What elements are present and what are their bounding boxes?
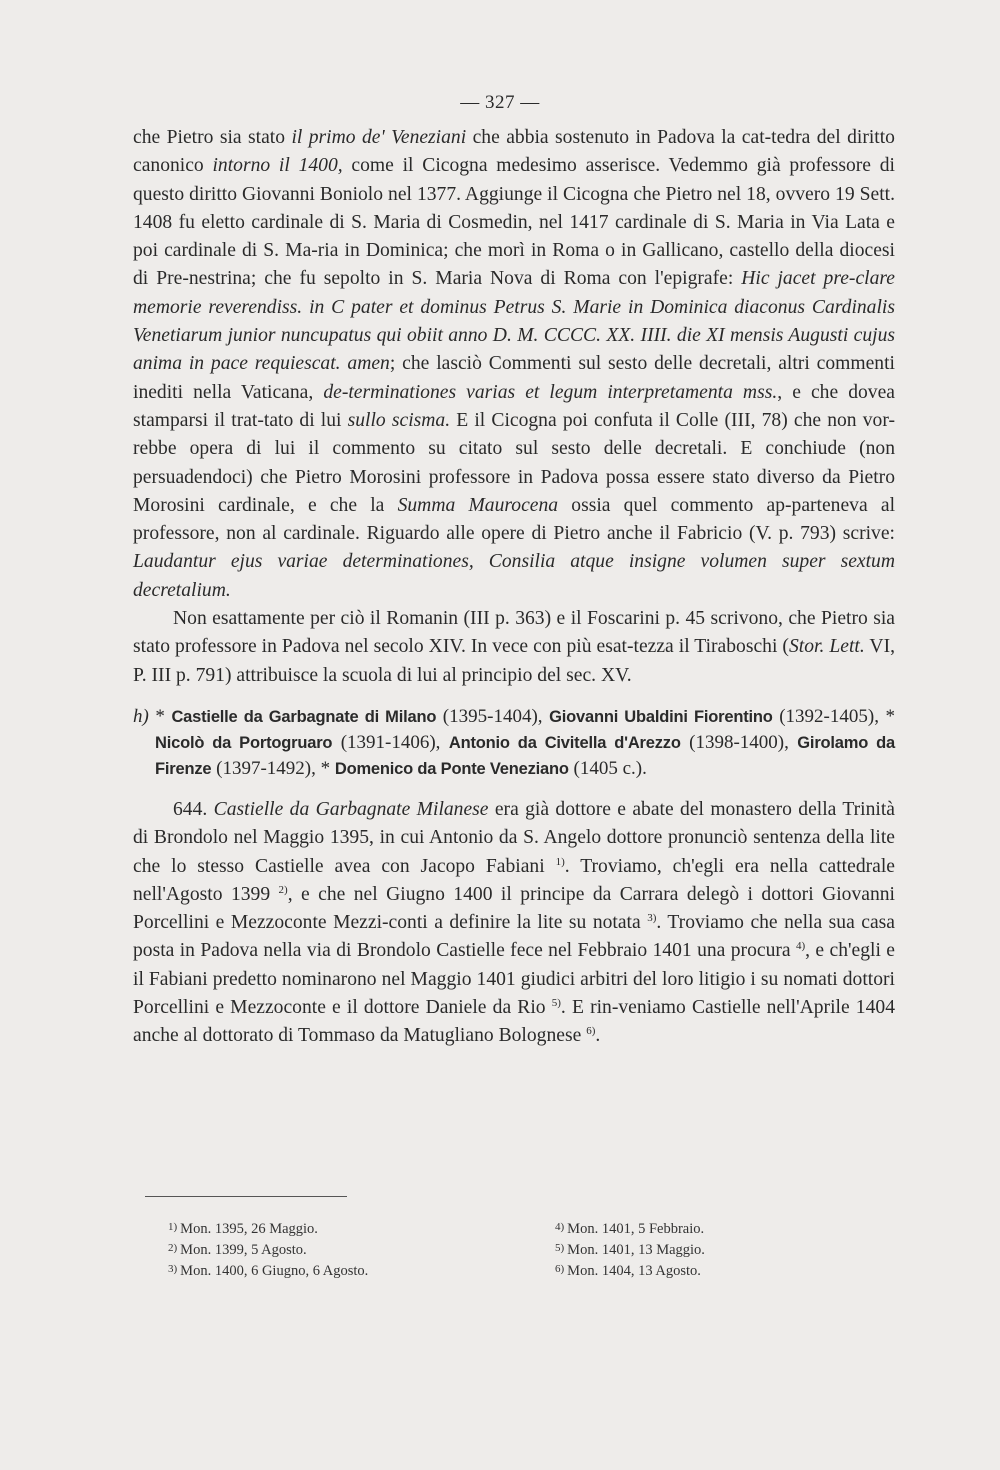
footnote-text: Mon. 1401, 5 Febbraio. xyxy=(567,1221,705,1237)
text-run: . xyxy=(595,1025,601,1047)
bold-name: Nicolò da Portogruaro xyxy=(155,733,333,752)
text-run: . Troviamo che nella sua casa posta in Padova nella via di Brondolo Castielle fece nel Febbraio 1401 una procura xyxy=(133,912,895,962)
italic-run: Summa Maurocena xyxy=(397,494,559,516)
footnote-ref[interactable]: 6) xyxy=(586,1025,596,1038)
date-range: (1405 c.). xyxy=(568,757,647,779)
body-text xyxy=(133,124,895,1051)
text-run: , e ch'egli e il Fabiani predetto nominarono nel Maggio 1401 giudici arbitri del loro litigio i su nomati dottori Porcellini e Mezzoconte e il dottore Daniele da Rio xyxy=(133,940,895,1019)
italic-run: sullo scisma. xyxy=(347,409,451,431)
text-run: , e che dovea stamparsi il trat-tato di lui xyxy=(133,381,895,431)
date-range: (1391-1406), xyxy=(332,731,449,753)
text-run: * xyxy=(148,705,172,727)
footnote-ref[interactable]: 4) xyxy=(795,940,806,953)
section-heading-h xyxy=(133,704,895,782)
paragraph-644 xyxy=(133,796,895,1051)
footnote-divider xyxy=(145,1196,347,1197)
footnote-text: Mon. 1400, 6 Giugno, 6 Agosto. xyxy=(180,1263,369,1279)
section-label: h) xyxy=(133,705,149,727)
bold-name: Castielle da Garbagnate di Milano xyxy=(171,707,437,726)
text-run: VI, P. III p. 791) attribuisce la scuola di lui al principio del sec. XV. xyxy=(133,636,896,686)
footnote-text: Mon. 1404, 13 Agosto. xyxy=(567,1263,701,1279)
italic-run: il primo de' Veneziani xyxy=(291,127,467,148)
date-range: (1397-1492), * xyxy=(211,757,335,779)
bold-name: Domenico da Ponte Veneziano xyxy=(334,759,569,778)
footnote xyxy=(168,1260,368,1281)
text-run: che Pietro sia stato xyxy=(133,127,292,148)
paragraph-pietro-morosini xyxy=(133,124,895,605)
date-range: (1395-1404), xyxy=(436,705,550,727)
footnote-mark: 2) xyxy=(168,1242,178,1254)
italic-run: de-terminationes varias et legum interpretamenta mss. xyxy=(323,381,778,403)
text-run: , e che nel Giugno 1400 il principe da Carrara delegò i dottori Giovanni Porcellini e Mezzoconte Mezzi-conti a definire la lite su notata xyxy=(133,883,895,934)
text-run: . Troviamo, ch'egli era nella cattedrale nell'Agosto 1399 xyxy=(133,855,895,905)
footnote-mark: 1) xyxy=(168,1221,178,1233)
bold-name: Giovanni Ubaldini Fiorentino xyxy=(549,707,773,726)
text-run: E il Cicogna poi confuta il Colle (III, 78) che non vor-rebbe opera di lui il commento su citato sul sesto delle decretali. E conchiude (non persuadendoci) che Pietro Morosini professore in Padova possa essere stato diverso da Pietro Morosini cardinale, e che la xyxy=(133,409,895,516)
footnote-ref[interactable]: 5) xyxy=(551,997,561,1010)
bold-name: Antonio da Civitella d'Arezzo xyxy=(448,733,681,752)
paragraph-number: 644. xyxy=(173,798,214,820)
footnote-text: Mon. 1401, 13 Maggio. xyxy=(567,1242,705,1258)
footnote xyxy=(555,1218,705,1239)
footnote xyxy=(168,1218,368,1239)
footnote xyxy=(555,1239,705,1260)
date-range: (1398-1400), xyxy=(680,731,798,753)
italic-run: Castielle da Garbagnate Milanese xyxy=(213,798,489,820)
footnote-mark: 5) xyxy=(555,1242,565,1254)
text-run: ossia quel commento ap-parteneva al professore, non al cardinale. Riguardo alle opere di Pietro anche il Fabricio (V. p. 793) scrive: xyxy=(133,494,896,545)
footnotes-left-column xyxy=(168,1218,368,1281)
italic-run: Laudantur ejus variae determinationes, Consilia atque insigne volumen super sextum decretalium. xyxy=(133,551,895,601)
bold-name: Girolamo da Firenze xyxy=(155,733,896,778)
text-run: Non esattamente per ciò il Romanin (III p. 363) e il Foscarini p. 45 scrivono, che Pietro sia stato professore in Padova nel secolo XIV. In vece con più esat-tezza il Tiraboschi ( xyxy=(133,608,895,658)
footnote xyxy=(555,1260,705,1281)
text-run: era già dottore e abate del monastero della Trinità di Brondolo nel Maggio 1395, in cui Antonio da S. Angelo dottore pronunciò sentenza della lite che lo stesso Castielle avea con Jacopo Fabiani xyxy=(133,798,895,877)
footnote-mark: 4) xyxy=(555,1221,565,1233)
footnote-mark: 3) xyxy=(168,1263,178,1275)
text-run: . E rin-veniamo Castielle nell'Aprile 1404 anche al dottorato di Tommaso da Matugliano Bolognese xyxy=(133,997,895,1047)
footnote-ref[interactable]: 3) xyxy=(647,912,657,925)
footnotes-right-column xyxy=(555,1218,705,1281)
italic-run: Stor. Lett. xyxy=(788,636,865,658)
text-run: ; che lasciò Commenti sul sesto delle decretali, altri commenti inediti nella Vaticana, xyxy=(133,353,895,403)
footnote-ref[interactable]: 1) xyxy=(555,855,565,868)
footnote xyxy=(168,1239,368,1260)
footnote-text: Mon. 1399, 5 Agosto. xyxy=(180,1242,307,1258)
text-run: che abbia sostenuto in Padova la cat-tedra del diritto canonico xyxy=(133,127,895,177)
footnote-mark: 6) xyxy=(555,1263,565,1275)
footnote-text: Mon. 1395, 26 Maggio. xyxy=(180,1221,318,1237)
date-range: (1392-1405), * xyxy=(772,705,896,727)
text-run: come il Cicogna medesimo asserisce. Vedemmo già professore di questo diritto Giovanni Boniolo nel 1377. Aggiunge il Cicogna che Pietro nel 18, ovvero 19 Sett. 1408 fu eletto cardinale di S. Maria di Cosmedin, nel 1417 cardinale di S. Maria in Via Lata e poi cardinale di S. Ma-ria in Dominica; che morì in Roma o in Gallicano, castello della diocesi di Pre-nestrina; che fu sepolto in S. Maria Nova di Roma con l'epigrafe: xyxy=(133,155,895,290)
page-number: — 327 — xyxy=(460,92,540,113)
footnote-ref[interactable]: 2) xyxy=(278,883,288,896)
italic-run: intorno il 1400, xyxy=(212,155,343,177)
epigraph-italic: Hic jacet pre-clare memorie reverendiss. in C pater et dominus Petrus S. Marie in Dominica diaconus Cardinalis Venetiarum junior nuncupatus qui obiit anno D. M. CCCC. XX. IIII. die XI mensis Augusti cujus anima in pace requiescat. amen xyxy=(133,268,895,375)
paragraph-romanin xyxy=(133,605,895,690)
